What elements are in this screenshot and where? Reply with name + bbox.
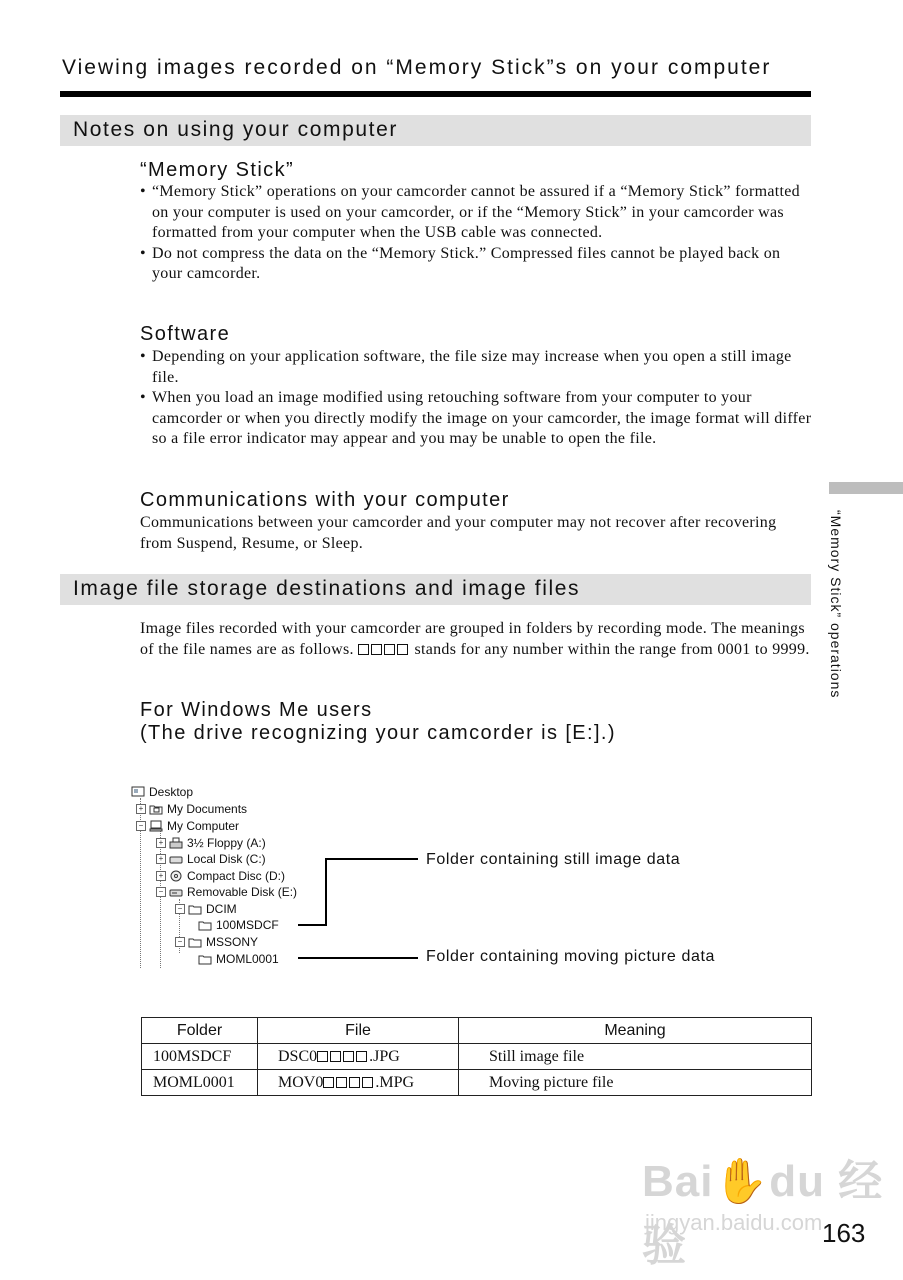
tree-item-label: 100MSDCF: [216, 918, 279, 932]
table-cell-file: [258, 1044, 459, 1070]
bullet-text: Do not compress the data on the “Memory Stick.” Compressed files cannot be played back on your camcorder.: [152, 244, 781, 283]
memory-stick-heading: “Memory Stick”: [140, 159, 295, 181]
tree-item-label: Compact Disc (D:): [187, 869, 286, 883]
digit-placeholder-square: [317, 1051, 328, 1062]
digit-placeholder-square: [362, 1077, 373, 1088]
side-label: “Memory Stick” operations: [828, 510, 844, 699]
digit-placeholder-square: [336, 1077, 347, 1088]
bullet-item: • When you load an image modified using retouching software from your computer to your camcorder or when you directly modify the image on your camcorder, the image format will differ so a file error indicator may appear and you may be unable to open the file.: [140, 389, 812, 448]
expand-plus-icon[interactable]: +: [156, 871, 166, 881]
bullet-text: “Memory Stick” operations on your camcorder cannot be assured if a “Memory Stick” formatted on your computer is used on your camcorder, or if the “Memory Stick” in your camcorder was formatted from your computer when the USB cable was connected.: [152, 183, 800, 242]
section-notes-title: Notes on using your computer: [73, 118, 398, 141]
table-cell-meaning: Moving picture file: [459, 1070, 812, 1096]
table-header-row: [142, 1018, 812, 1044]
table-header-file: File: [258, 1018, 459, 1044]
bullet-text: Depending on your application software, the file size may increase when you open a still image file.: [152, 348, 792, 386]
bullet-item: • Depending on your application software, the file size may increase when you open a still image file.: [140, 348, 792, 386]
side-tab-marker: [829, 482, 903, 494]
table-cell-file: [258, 1070, 459, 1096]
digit-placeholder-square: [356, 1051, 367, 1062]
file-prefix: DSC0: [278, 1047, 318, 1065]
digit-placeholder-square: [323, 1077, 334, 1088]
collapse-minus-icon[interactable]: −: [175, 937, 185, 947]
windows-heading-line1: For Windows Me users: [140, 699, 373, 721]
storage-intro-text: Image files recorded with your camcorder are grouped in folders by recording mode. The meanings of the file names are as follows.: [140, 620, 805, 658]
still-callout-text: Folder containing still image data: [426, 851, 681, 868]
tree-item-label: Local Disk (C:): [187, 852, 266, 866]
still-callout-line: [298, 859, 418, 925]
section-storage-title: Image file storage destinations and image files: [73, 577, 581, 600]
tree-item-label: My Computer: [167, 819, 240, 833]
bullet-text: When you load an image modified using retouching software from your computer to your camcorder or when you directly modify the image on your camcorder, the image format will differ so a file error indicator may appear and you may be unable to open the file.: [152, 389, 812, 448]
table-header-meaning: Meaning: [459, 1018, 812, 1044]
table-cell-folder: 100MSDCF: [142, 1044, 258, 1070]
table-cell-meaning: Still image file: [459, 1044, 812, 1070]
digit-placeholder-square: [343, 1051, 354, 1062]
expand-plus-icon[interactable]: +: [136, 804, 146, 814]
windows-heading-line2: (The drive recognizing your camcorder is [E:].): [140, 722, 616, 744]
collapse-minus-icon[interactable]: −: [156, 887, 166, 897]
software-heading: Software: [140, 323, 231, 345]
digit-placeholder-square: [330, 1051, 341, 1062]
collapse-minus-icon[interactable]: −: [175, 904, 185, 914]
file-suffix: .JPG: [369, 1047, 400, 1065]
table-cell-folder: MOML0001: [142, 1070, 258, 1096]
table-row: [142, 1044, 812, 1070]
tree-item-label: Removable Disk (E:): [187, 885, 298, 899]
tree-item-label: DCIM: [206, 902, 237, 916]
tree-item-label: MOML0001: [216, 952, 279, 966]
storage-intro-text-cont: stands for any number within the range from 0001 to 9999.: [410, 640, 810, 658]
moving-callout-text: Folder containing moving picture data: [426, 948, 716, 965]
baidu-watermark: Bai✋du 经验: [642, 1157, 884, 1270]
table-header-folder: Folder: [142, 1018, 258, 1044]
communications-text: Communications between your camcorder and your computer may not recover after recovering from Suspend, Resume, or Sleep.: [140, 514, 777, 552]
tree-item-label: My Documents: [167, 802, 248, 816]
bullet-item: • Do not compress the data on the “Memory Stick.” Compressed files cannot be played back on your camcorder.: [140, 244, 781, 283]
bullet-item: • “Memory Stick” operations on your camcorder cannot be assured if a “Memory Stick” formatted on your computer is used on your camcorder, or if the “Memory Stick” in your camcorder was formatted from your computer when the USB cable was connected.: [140, 183, 800, 242]
page-number: 163: [822, 1218, 866, 1248]
file-prefix: MOV0: [278, 1073, 324, 1091]
page-header-title: Viewing images recorded on “Memory Stick”s on your computer: [62, 56, 772, 79]
tree-item-label: MSSONY: [206, 935, 259, 949]
tree-item-label: Desktop: [149, 785, 194, 799]
communications-heading: Communications with your computer: [140, 489, 510, 511]
file-suffix: .MPG: [375, 1073, 415, 1091]
collapse-minus-icon[interactable]: −: [136, 821, 146, 831]
file-table: [141, 1017, 812, 1096]
digit-placeholder-square: [349, 1077, 360, 1088]
expand-plus-icon[interactable]: +: [156, 854, 166, 864]
table-row: [142, 1070, 812, 1096]
expand-plus-icon[interactable]: +: [156, 838, 166, 848]
baidu-watermark-url: jingyan.baidu.com: [645, 1210, 823, 1235]
tree-item-label: 3½ Floppy (A:): [187, 836, 266, 850]
